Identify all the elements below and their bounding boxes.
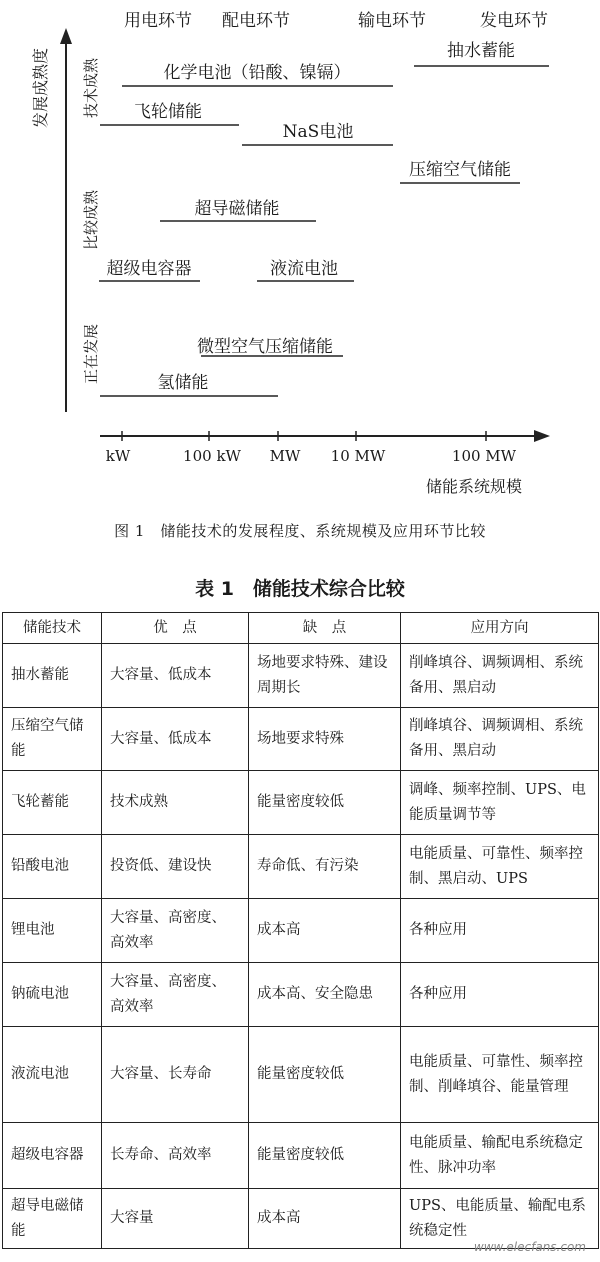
table-row (3, 708, 599, 771)
table-cell: 长寿命、高效率 (102, 1123, 249, 1189)
table-cell: 液流电池 (3, 1027, 102, 1123)
table-row (3, 1027, 599, 1123)
y-level-label: 正在发展 (82, 323, 100, 385)
table-cell: 大容量、低成本 (102, 708, 249, 771)
table-cell: 场地要求特殊、建设周期长 (249, 644, 401, 708)
x-axis-title: 储能系统规模 (425, 477, 523, 496)
tech-label: NaS电池 (282, 122, 354, 142)
table-cell: 成本高 (249, 899, 401, 963)
column-header: 储能技术 (3, 613, 102, 644)
x-tick-label: 100 kW (183, 447, 241, 465)
y-level-label: 技术成熟 (82, 57, 100, 119)
table-cell: 投资低、建设快 (102, 835, 249, 899)
table-cell: 大容量 (102, 1189, 249, 1249)
table-cell: 电能质量、输配电系统稳定性、脉冲功率 (401, 1123, 599, 1189)
table-cell: 寿命低、有污染 (249, 835, 401, 899)
table-cell: UPS、电能质量、输配电系统稳定性 (401, 1189, 599, 1249)
table-cell: 削峰填谷、调频调相、系统备用、黑启动 (401, 644, 599, 708)
tech-label: 超级电容器 (106, 259, 192, 279)
table-cell: 大容量、长寿命 (102, 1027, 249, 1123)
comparison-table (2, 612, 599, 1249)
table-cell: 削峰填谷、调频调相、系统备用、黑启动 (401, 708, 599, 771)
table-cell: 技术成熟 (102, 771, 249, 835)
tech-label: 超导磁储能 (194, 199, 280, 219)
table-row (3, 771, 599, 835)
table-row (3, 835, 599, 899)
x-tick-label: kW (105, 447, 131, 465)
tech-label: 化学电池（铅酸、镍镉） (163, 63, 351, 83)
link-label: 发电环节 (480, 11, 548, 31)
x-tick-label: MW (269, 447, 301, 465)
table-cell: 钠硫电池 (3, 963, 102, 1027)
watermark: www.elecfans.com (473, 1240, 586, 1254)
table-cell: 能量密度较低 (249, 771, 401, 835)
table-cell: 成本高 (249, 1189, 401, 1249)
table-cell: 能量密度较低 (249, 1027, 401, 1123)
tech-label: 氢储能 (157, 373, 209, 393)
table-cell: 锂电池 (3, 899, 102, 963)
table-row (3, 899, 599, 963)
table-cell: 各种应用 (401, 899, 599, 963)
table-cell: 飞轮蓄能 (3, 771, 102, 835)
column-header: 应用方向 (401, 613, 599, 644)
y-level-label: 比较成熟 (82, 189, 100, 251)
table-cell: 场地要求特殊 (249, 708, 401, 771)
table-cell: 能量密度较低 (249, 1123, 401, 1189)
table-cell: 大容量、高密度、高效率 (102, 899, 249, 963)
link-label: 用电环节 (124, 11, 192, 31)
maturity-scale-figure (0, 0, 600, 510)
figure-caption: 图 1 储能技术的发展程度、系统规模及应用环节比较 (114, 522, 486, 540)
tech-label: 压缩空气储能 (409, 160, 511, 180)
table-cell: 大容量、低成本 (102, 644, 249, 708)
column-header: 缺 点 (249, 613, 401, 644)
link-label: 输电环节 (358, 11, 426, 31)
table-cell: 大容量、高密度、高效率 (102, 963, 249, 1027)
table-cell: 各种应用 (401, 963, 599, 1027)
table-header-row (3, 613, 599, 644)
x-axis-arrow (534, 430, 550, 442)
table-cell: 超导电磁储能 (3, 1189, 102, 1249)
link-label: 配电环节 (222, 11, 290, 31)
table-cell: 电能质量、可靠性、频率控制、削峰填谷、能量管理 (401, 1027, 599, 1123)
y-axis-arrow (60, 28, 72, 44)
tech-label: 抽水蓄能 (447, 41, 515, 61)
tech-label: 微型空气压缩储能 (197, 337, 333, 357)
column-header: 优 点 (102, 613, 249, 644)
x-tick-label: 10 MW (330, 447, 386, 465)
table-cell: 抽水蓄能 (3, 644, 102, 708)
x-tick-label: 100 MW (451, 447, 517, 465)
table-cell: 成本高、安全隐患 (249, 963, 401, 1027)
table-title: 表 1 储能技术综合比较 (195, 578, 405, 600)
tech-label: 飞轮储能 (134, 102, 202, 122)
y-axis-title: 发展成熟度 (31, 47, 50, 129)
table-cell: 超级电容器 (3, 1123, 102, 1189)
table-row (3, 644, 599, 708)
table-row (3, 963, 599, 1027)
table-cell: 压缩空气储能 (3, 708, 102, 771)
table-cell: 铅酸电池 (3, 835, 102, 899)
table-cell: 电能质量、可靠性、频率控制、黑启动、UPS (401, 835, 599, 899)
table-row (3, 1123, 599, 1189)
table-cell: 调峰、频率控制、UPS、电能质量调节等 (401, 771, 599, 835)
tech-label: 液流电池 (270, 259, 338, 279)
